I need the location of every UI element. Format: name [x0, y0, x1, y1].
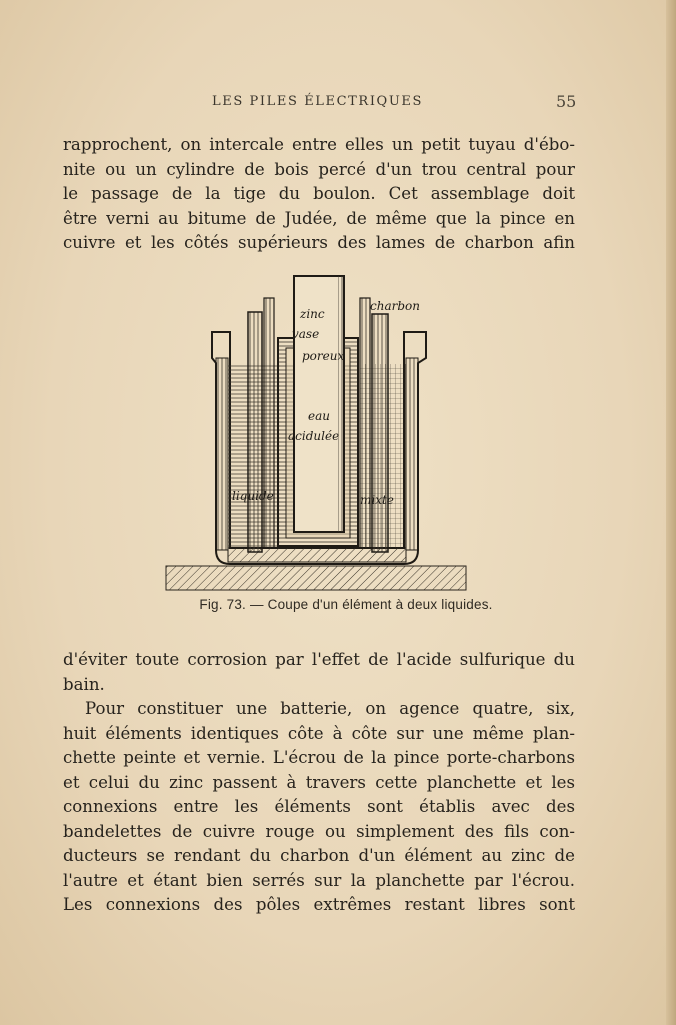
text-line: rapprochent, on intercale entre elles un petit tuyau d'ébo-	[63, 135, 575, 154]
label-charbon: charbon	[370, 299, 420, 313]
outer-vase-wall-left	[216, 358, 228, 550]
text-line: chette peinte et vernie. L'écrou de la pince porte-charbons	[63, 748, 575, 767]
label-eau: eau	[308, 409, 330, 423]
zinc-rod-shade	[338, 276, 344, 532]
label-acidulee: acidulée	[288, 429, 340, 443]
label-poreux: poreux	[302, 349, 345, 363]
text-line: huit éléments identiques côte à côte sur une même plan-	[63, 723, 575, 743]
carbon-plate-right	[372, 314, 388, 552]
paragraph-top	[63, 133, 575, 256]
carbon-plate-left-2	[264, 298, 274, 548]
text-line: bain.	[63, 674, 105, 694]
page-number: 55	[556, 92, 577, 111]
text-line: cuivre et les côtés supérieurs des lames de charbon afin	[63, 233, 575, 252]
battery-cell-diagram	[160, 268, 480, 598]
text-line: ducteurs se rendant du charbon d'un élément au zinc de	[63, 846, 575, 865]
text-line: d'éviter toute corrosion par l'effet de l'acide sulfurique du	[63, 650, 575, 669]
text-line: et celui du zinc passent à travers cette planchette et les	[63, 772, 575, 792]
base-board	[166, 566, 466, 590]
label-vase: vase	[292, 327, 320, 341]
text-line: connexions entre les éléments sont établis avec des	[63, 797, 575, 816]
label-zinc: zinc	[300, 307, 325, 321]
caption-text: Fig. 73. — Coupe d'un élément à deux liquides.	[199, 597, 493, 612]
text-line: l'autre et étant bien serrés sur la planchette par l'écrou.	[63, 870, 575, 890]
label-liquide-right: mixte	[360, 493, 394, 507]
text-line: bandelettes de cuivre rouge ou simplement des fils con-	[63, 821, 575, 841]
page-header	[0, 94, 676, 116]
text-line: Les connexions des pôles extrêmes restant libres sont	[63, 895, 575, 914]
outer-vase-wall-right	[406, 358, 418, 550]
page-edge	[666, 0, 676, 1025]
carbon-plate-left	[248, 312, 262, 552]
label-liquide-left: liquide	[232, 489, 274, 503]
carbon-plate-right-2	[360, 298, 370, 548]
text-line: Pour constituer une batterie, on agence quatre, six,	[85, 699, 575, 718]
text-line: le passage de la tige du boulon. Cet assemblage doit	[63, 184, 575, 203]
running-title: LES PILES ÉLECTRIQUES	[212, 94, 423, 109]
paragraph-bottom	[63, 648, 575, 918]
text-line: nite ou un cylindre de bois percé d'un trou central pour	[63, 159, 575, 179]
text-line: être verni au bitume de Judée, de même que la pince en	[63, 208, 575, 228]
figure-caption	[0, 597, 676, 612]
